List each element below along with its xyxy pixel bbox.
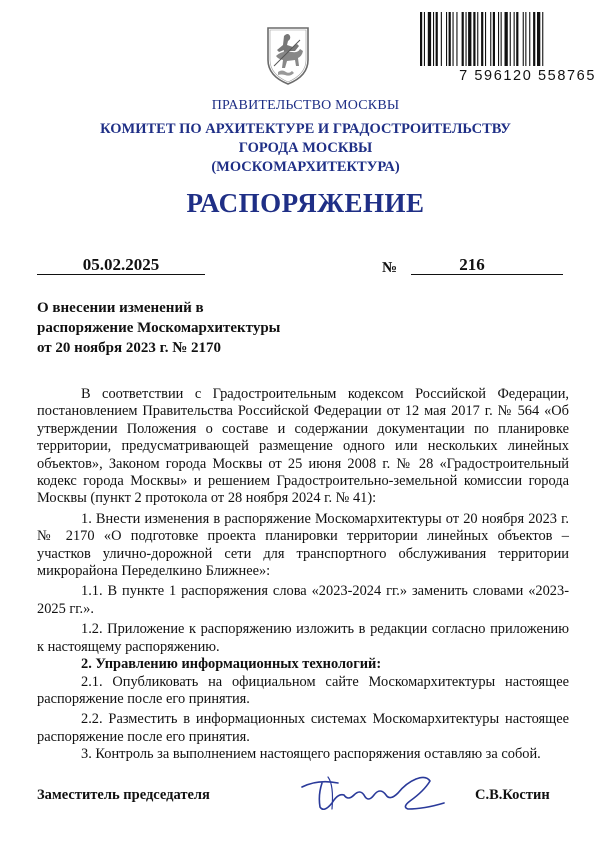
document-body (37, 386, 569, 764)
document-subject (37, 298, 357, 358)
handwritten-signature (298, 765, 448, 817)
signatory-name: С.В.Костин (475, 787, 550, 803)
body-paragraph-preamble: В соответствии с Градостроительным кодексом Российской Федерации, постановлением Правительства Российской Федерации от 12 мая 2017 г. № 564 «Об утверждении Положения о составе и содержании документации по планировке территории, предусматривающей размещение одного или нескольких линейных объектов», Законом города Москвы от 25 июня 2008 г. № 28 «Градостроительный кодекс города Москвы» и решением Градостроительно-земельной комиссии города Москвы (пункт 2 протокола от 28 ноября 2024 г. № 41): (37, 386, 569, 507)
committee-line: (МОСКОМАРХИТЕКТУРА) (211, 159, 400, 175)
committee-name (0, 120, 611, 177)
subject-line: от 20 ноября 2023 г. № 2170 (37, 340, 222, 356)
document-type-title: РАСПОРЯЖЕНИЕ (186, 188, 425, 218)
body-paragraph-1: 1. Внести изменения в распоряжение Москомархитектуры от 20 ноября 2023 г. № 2170 «О подготовке проекта планировки территории линейных объектов – участков улично-дорожной сети для транспортного обслуживания территории микрорайона Переделкино Ближнее»: (37, 510, 569, 580)
signatory-position: Заместитель председателя (37, 787, 210, 803)
committee-line: КОМИТЕТ ПО АРХИТЕКТУРЕ И ГРАДОСТРОИТЕЛЬСТВУ (100, 121, 511, 137)
document-number: 216 (459, 255, 485, 274)
subject-line: О внесении изменений в (37, 300, 204, 316)
body-paragraph-1-2: 1.2. Приложение к распоряжению изложить в редакции согласно приложению к настоящему распоряжению. (37, 621, 569, 655)
government-name: ПРАВИТЕЛЬСТВО МОСКВЫ (211, 98, 400, 113)
body-paragraph-2: 2. Управлению информационных технологий: (81, 656, 382, 673)
barcode-icon (418, 12, 594, 72)
document-number-field (411, 256, 563, 275)
barcode-number: 7 596120 558765 (459, 68, 596, 84)
body-paragraph-2-1: 2.1. Опубликовать на официальном сайте Москомархитектуры настоящее распоряжение после его принятия. (37, 673, 569, 707)
body-paragraph-1-1: 1.1. В пункте 1 распоряжения слова «2023-2024 гг.» заменить словами «2023-2025 гг.». (37, 583, 569, 617)
number-sign: № (382, 260, 398, 276)
body-paragraph-3: 3. Контроль за выполнением настоящего распоряжения оставляю за собой. (81, 746, 541, 763)
moscow-coat-of-arms-icon (262, 22, 314, 86)
subject-line: распоряжение Москомархитектуры (37, 320, 281, 336)
document-date: 05.02.2025 (37, 256, 205, 275)
committee-line: ГОРОДА МОСКВЫ (238, 140, 373, 156)
body-paragraph-2-2: 2.2. Разместить в информационных системах Москомархитектуры настоящее распоряжение после его принятия. (37, 711, 569, 745)
